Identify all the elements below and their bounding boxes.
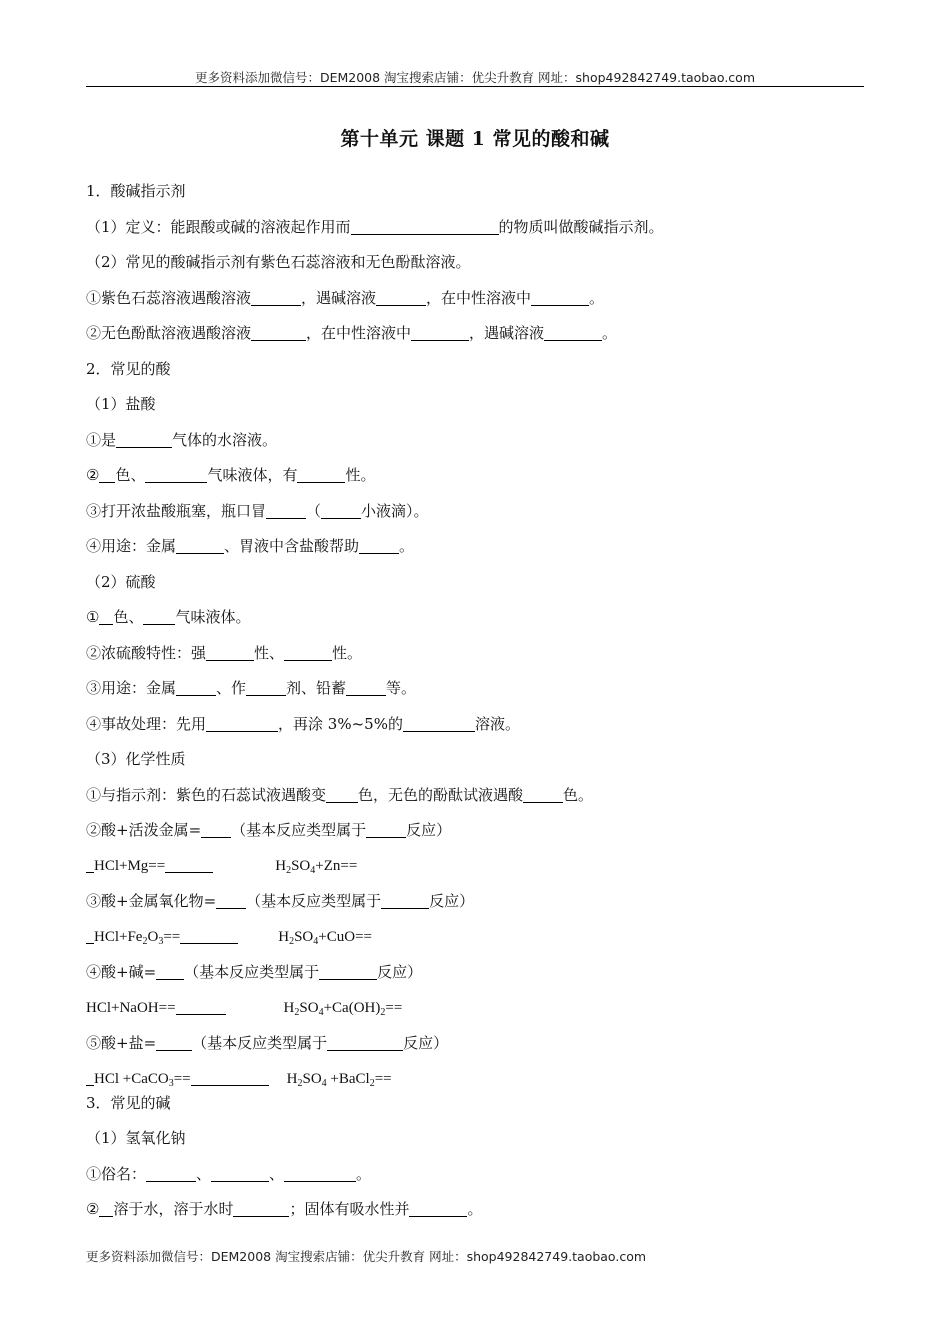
- question-line: ①与指示剂：紫色的石蕊试液遇酸变 色，无色的酚酞试液遇酸 色。: [86, 785, 594, 804]
- blank[interactable]: [321, 501, 361, 519]
- equation-line: [86, 993, 866, 1029]
- question-line: ④事故处理：先用 ，再涂 3%~5%的 溶液。: [86, 714, 520, 733]
- equation-h2so4-zn: $H_2SO_4+Zn==$: [275, 857, 358, 876]
- page-title: 第十单元 课题 1 常见的酸和碱: [340, 128, 610, 150]
- blank[interactable]: [211, 1164, 269, 1182]
- blank[interactable]: [99, 607, 113, 625]
- blank[interactable]: [284, 1164, 356, 1182]
- blank[interactable]: [143, 607, 175, 625]
- question-line: ④用途：金属 、胃液中含盐酸帮助 。: [86, 537, 415, 555]
- section-heading: 1．酸碱指示剂: [86, 182, 186, 200]
- worksheet-body: [86, 176, 866, 1230]
- blank[interactable]: [366, 820, 406, 838]
- blank[interactable]: [99, 1199, 113, 1217]
- question-line: ③打开浓盐酸瓶塞，瓶口冒 （ 小液滴）。: [86, 501, 429, 520]
- equation-h2so4-caoh2: $H_2SO_4+Ca(OH)_2==$: [283, 999, 403, 1018]
- blank[interactable]: [176, 997, 226, 1015]
- blank[interactable]: [284, 643, 332, 661]
- blank[interactable]: [86, 855, 94, 873]
- blank[interactable]: [176, 678, 216, 696]
- question-line: （2）常见的酸碱指示剂有紫色石蕊溶液和无色酚酞溶液。: [86, 253, 471, 271]
- blank[interactable]: [544, 323, 602, 341]
- page-footer: 更多资料添加微信号：DEM2008 淘宝搜索店铺：优尖升教育 网址：shop492842749.taobao.com: [86, 1249, 647, 1264]
- blank[interactable]: [266, 501, 306, 519]
- blank[interactable]: [156, 962, 184, 980]
- blank[interactable]: [381, 891, 429, 909]
- equation-hcl-caco3: HCl +CaCO$_3$==: [94, 1070, 191, 1089]
- blank[interactable]: [351, 217, 499, 235]
- question-line: ① 色、 气味液体。: [86, 608, 251, 626]
- question-line: ②酸+活泼金属= （基本反应类型属于 反应）: [86, 821, 452, 839]
- blank[interactable]: [146, 1164, 196, 1182]
- page-header: 更多资料添加微信号：DEM2008 淘宝搜索店铺：优尖升教育 网址：shop492842749.taobao.com: [194, 70, 756, 85]
- subsection-heading: （1）盐酸: [86, 395, 156, 413]
- question-line: ② 溶于水，溶于水时 ；固体有吸水性并 。: [86, 1200, 483, 1218]
- blank[interactable]: [326, 785, 358, 803]
- blank[interactable]: [409, 1199, 467, 1217]
- blank[interactable]: [319, 962, 377, 980]
- equation-h2so4-cuo: $H_2SO_4+CuO==$: [278, 928, 372, 947]
- section-heading: 3．常见的碱: [86, 1093, 171, 1112]
- blank[interactable]: [86, 1068, 94, 1086]
- question-line: ①俗名： 、 、 。: [86, 1164, 372, 1183]
- blank[interactable]: [99, 465, 115, 483]
- blank[interactable]: [327, 1033, 403, 1051]
- equation-line: [86, 851, 866, 887]
- equation-line: [86, 1064, 866, 1088]
- blank[interactable]: [411, 323, 469, 341]
- blank[interactable]: [206, 714, 278, 732]
- equation-hcl-mg: HCl+Mg==: [94, 857, 166, 874]
- blank[interactable]: [165, 855, 213, 873]
- question-line: ①紫色石蕊溶液遇酸溶液 ，遇碱溶液 ，在中性溶液中 。: [86, 288, 605, 307]
- blank[interactable]: [359, 536, 399, 554]
- blank[interactable]: [86, 926, 94, 944]
- question-line: ①是 气体的水溶液。: [86, 430, 278, 449]
- blank[interactable]: [531, 288, 589, 306]
- blank[interactable]: [246, 678, 286, 696]
- header-divider: [86, 86, 864, 87]
- equation-line: [86, 922, 866, 958]
- blank[interactable]: [156, 1033, 192, 1051]
- blank[interactable]: [297, 465, 345, 483]
- question-line: ④酸+碱= （基本反应类型属于 反应）: [86, 963, 423, 981]
- blank[interactable]: [216, 891, 246, 909]
- question-line: ②无色酚酞溶液遇酸溶液 ，在中性溶液中 ，遇碱溶液 。: [86, 324, 618, 342]
- subsection-heading: （1）氢氧化钠: [86, 1129, 186, 1147]
- subsection-heading: （2）硫酸: [86, 572, 156, 591]
- blank[interactable]: [116, 430, 172, 448]
- blank[interactable]: [376, 288, 426, 306]
- blank[interactable]: [145, 465, 207, 483]
- blank[interactable]: [523, 785, 563, 803]
- equation-hcl-naoh: HCl+NaOH==: [86, 999, 176, 1016]
- subsection-heading: （3）化学性质: [86, 750, 186, 768]
- blank[interactable]: [233, 1199, 289, 1217]
- question-line: （1）定义：能跟酸或碱的溶液起作用而 的物质叫做酸碱指示剂。: [86, 217, 664, 236]
- blank[interactable]: [403, 714, 475, 732]
- equation-h2so4-bacl2: $H_2SO_4$ +BaCl$_2$==: [286, 1070, 392, 1089]
- blank[interactable]: [251, 288, 301, 306]
- blank[interactable]: [251, 323, 306, 341]
- blank[interactable]: [206, 643, 254, 661]
- question-line: ②浓硫酸特性：强 性、 性。: [86, 643, 363, 662]
- question-line: ③酸+金属氧化物= （基本反应类型属于 反应）: [86, 892, 475, 910]
- section-heading: 2．常见的酸: [86, 359, 171, 378]
- question-line: ③用途：金属 、作 剂、铅蓄 等。: [86, 679, 417, 697]
- blank[interactable]: [346, 678, 386, 696]
- question-line: ② 色、 气味液体，有 性。: [86, 466, 376, 484]
- blank[interactable]: [180, 926, 238, 944]
- question-line: ⑤酸+盐= （基本反应类型属于 反应）: [86, 1034, 449, 1052]
- blank[interactable]: [176, 536, 224, 554]
- equation-hcl-fe2o3: $HCl+Fe_2O_3==$: [94, 928, 181, 947]
- blank[interactable]: [191, 1068, 269, 1086]
- blank[interactable]: [201, 820, 231, 838]
